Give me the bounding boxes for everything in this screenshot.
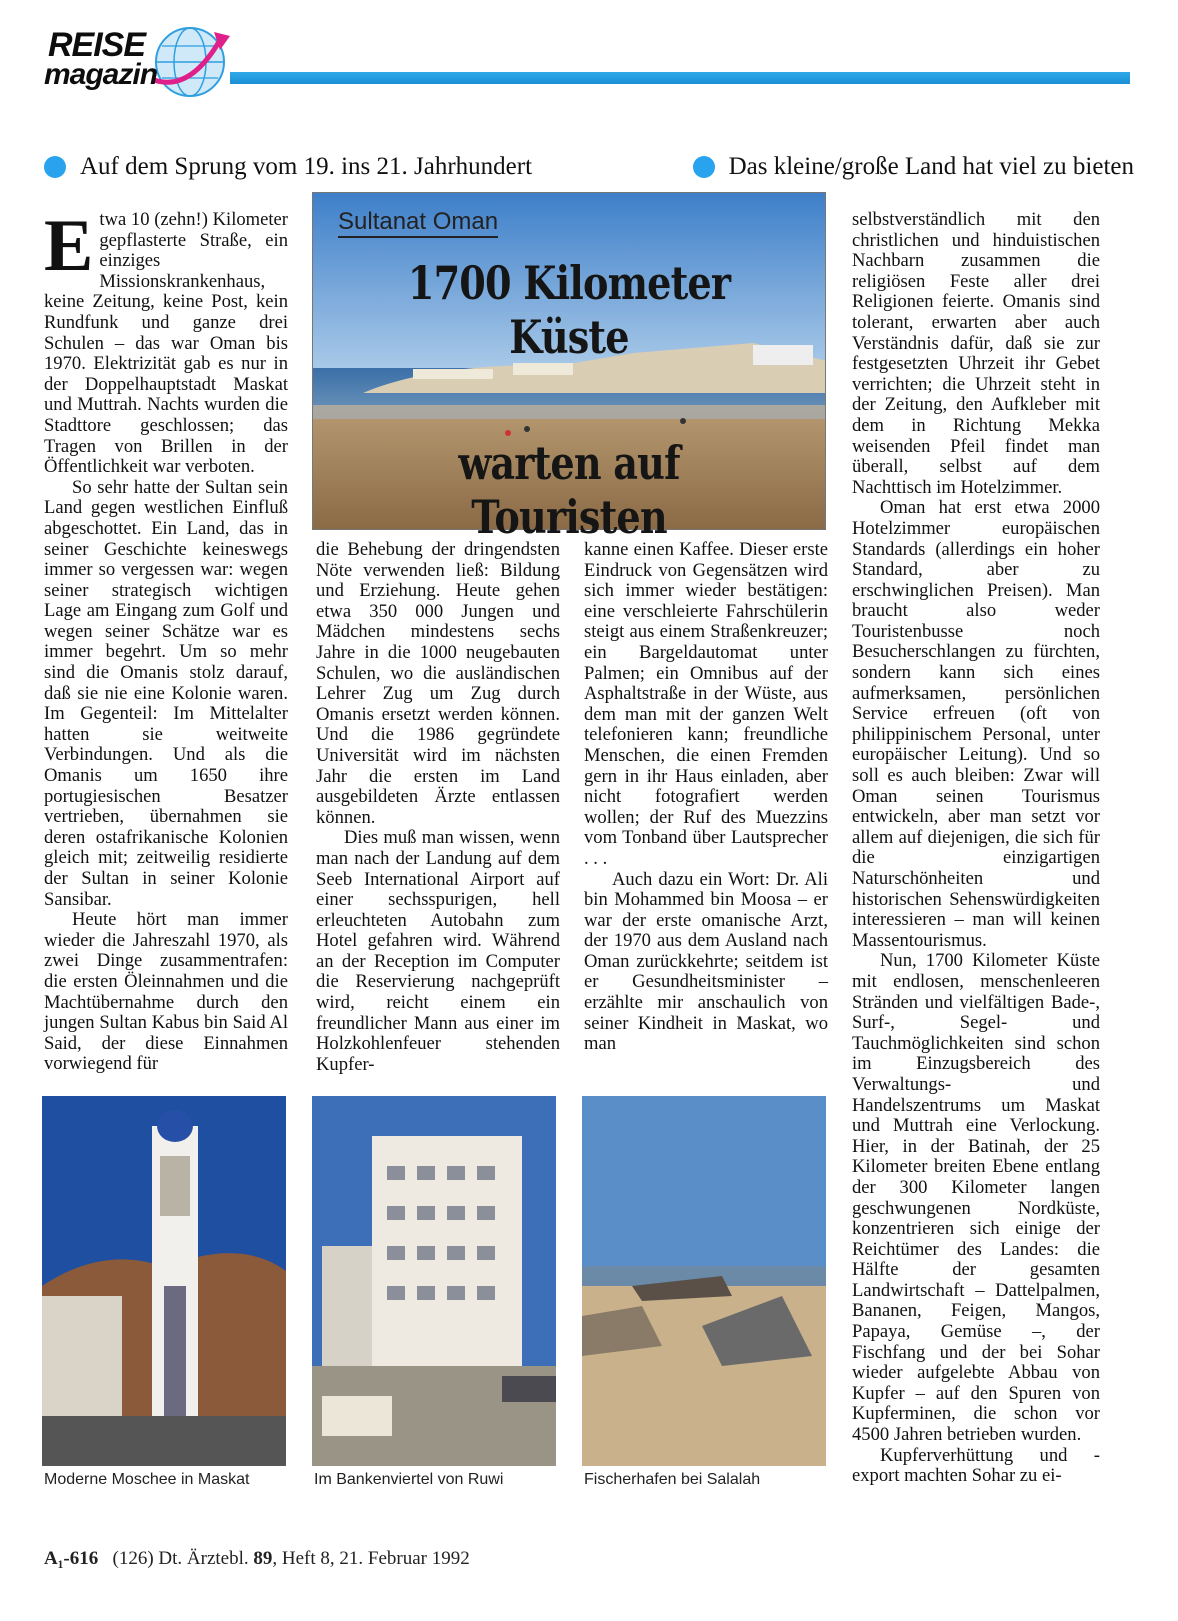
bullet-dot-icon [693, 156, 715, 178]
text-column-2 [316, 540, 560, 1075]
paragraph: Nun, 1700 Kilometer Küste mit endlosen, menschenleeren Stränden und vielfältigen Bade-, Surf-, Segel- und Tauchmöglichkeiten sind schon im Einzugsbereich des Verwaltungs- und Handelszentrums um Maskat und Muttrah eine Verlockung. Hier, in der Batinah, der 25 Kilometer breiten Ebene entlang der 300 Kilometer langen geschwungenen Nordküste, konzentrieren sich einige der Reichtümer des Landes: die Hälfte der gesamten Landwirtschaft – Dattelpalmen, Bananen, Feigen, Mangos, Papaya, Gemüse –, der Fischfang und der bei Sohar wieder aufgelebte Abbau von Kupfer – auf den Spuren von Kupferminen, die schon vor 4500 Jahren betrieben wurden. [852, 950, 1100, 1446]
photo-mosque [42, 1096, 286, 1466]
photo-fishing-harbor [582, 1096, 826, 1466]
paragraph: Heute hört man immer wieder die Jahreszahl 1970, als zwei Dinge zusammentrafen: die ersten Öleinnahmen und die Machtübernahme durch den jungen Sultan Kabus bin Said Al Said, der diese Einnahmen vorwiegend für [44, 909, 288, 1075]
page-number: A₁-616 [44, 1548, 99, 1569]
citation-prefix: (126) Dt. Ärztebl. [112, 1548, 249, 1569]
photo-caption-2: Im Bankenviertel von Ruwi [314, 1471, 504, 1488]
paragraph: Oman hat erst etwa 2000 Hotelzimmer europäischen Standards (allerdings ein hoher Standard, aber zu erschwinglichen Preisen). Man braucht also weder Touristenbusse noch Besucherschlangen zu fürchten, sondern kann sich eines aufmerksamen, persönlichen Service erfreuen (oft von philippinischem Personal, unter europäischer Leitung). Und so soll es auch bleiben: Zwar will Oman seinen Tourismus entwickeln, aber man setzt vor allem auf diejenigen, die sich für die einzigartigen Naturschönheiten und historischen Sehenswürdigkeiten interessieren – man will keinen Massentourismus. [852, 497, 1100, 951]
text-column-3 [584, 540, 828, 1055]
paragraph [44, 205, 288, 478]
text-column-4 [852, 210, 1100, 1487]
article-headline: 1700 Kilometer Küste [407, 256, 731, 364]
globe-logo-icon [150, 22, 230, 102]
paragraph: So sehr hatte der Sultan sein Land gegen westlichen Einfluß abgeschottet. Ein Land, das in seiner Geschichte keineswegs immer so vergessen war: wegen seiner strategisch wichtigen Lage am Eingang zum Golf und wegen seiner Schätze war es immer begehrt. Um so mehr sind die Omanis stolz darauf, daß sie nie eine Kolonie waren. Im Gegenteil: Im Mittelalter hatten sie weitweite Verbindungen. Und als die Omanis um 1650 ihre portugiesischen Besatzer vertrieben, übernahmen sie deren ostafrikanische Kolonien gleich mit; zeitweilig residierte der Sultan in seiner Kolonie Sansibar. [44, 476, 288, 910]
photo-caption-3: Fischerhafen bei Salalah [584, 1471, 761, 1488]
paragraph: selbstverständlich mit den christlichen und hinduistischen Nachbarn zusammen die religiösen Feste aller drei Religionen feierte. Omanis sind tolerant, erwarten aber auch Verständnis dafür, daß sie zur festgesetzten Uhrzeit ihr Gebet verrichten; die Uhrzeit steht in der Zeitung, den Aufkleber mit dem in Richtung Mekka weisenden Pfeil findet man überall, selbst auf dem Nachttisch im Hotelzimmer. [852, 209, 1100, 498]
paragraph: Kupferverhüttung und -export machten Sohar zu ei- [852, 1444, 1100, 1487]
paragraph-text: twa 10 (zehn!) Kilometer gepflasterte Straße, ein einziges Missionskrankenhaus, keine Zeitung, keine Post, kein Rundfunk und ganze drei Schulen – das war Oman bis 1970. Elektrizität gab es nur in der Doppelhauptstadt Maskat und Muttrah. Nachts wurden die Stadttore geschlossen; das Tragen von Brillen in der Öffentlichkeit war verboten. [44, 209, 288, 478]
logo-text-magazin: magazin [44, 58, 158, 91]
citation-volume: 89 [253, 1548, 273, 1569]
subtitle-right-text: Das kleine/große Land hat viel zu bieten [728, 153, 1134, 180]
drop-cap: E [44, 205, 94, 287]
header-accent-bar [230, 72, 1130, 84]
photo-bank-district [312, 1096, 556, 1466]
photo-caption-1: Moderne Moschee in Maskat [44, 1471, 250, 1488]
paragraph: Auch dazu ein Wort: Dr. Ali bin Mohammed bin Moosa – er war der erste omanische Arzt, der 1970 aus dem Ausland nach Oman zurückkehrte; seitdem ist er Gesundheitsminister – erzählte mir anschaulich von seiner Kindheit in Maskat, wo man [584, 868, 828, 1055]
paragraph: die Behebung der dringendsten Nöte verwenden ließ: Bildung und Erziehung. Heute gehen etwa 350 000 Jungen und Mädchen mindestens sechs Jahre in die 1000 neugebauten Schulen, wo die ausländischen Lehrer Zug um Zug durch Omanis ersetzt werden können. Und die 1986 gegründete Universität wird im nächsten Jahr die ersten im Land ausgebildeten Ärzte entlassen können. [316, 539, 560, 828]
subtitle-left-text: Auf dem Sprung vom 19. ins 21. Jahrhundert [80, 153, 533, 180]
paragraph: kanne einen Kaffee. Dieser erste Eindruck von Gegensätzen wird sich immer wieder bestätigen: eine verschleierte Fahrschülerin steigt aus einem Straßenkreuzer; ein Bargeldautomat unter Palmen; ein Omnibus auf der Asphaltstraße in der Wüste, aus dem man mit der ganzen Welt telefonieren kann; freundliche Menschen, die einen Fremden gern in ihr Haus einladen, aber nicht fotografiert werden wollen; der Ruf des Muezzins vom Tonband über Lautsprecher . . . [584, 539, 828, 869]
paragraph: Dies muß man wissen, wenn man nach der Landung auf dem Seeb International Airport auf einer sechsspurigen, hell erleuchteten Autobahn zum Hotel gefahren wird. Während an der Reception im Computer die Reservierung nachgeprüft wird, reicht einem ein freundlicher Mann aus einer im Holzkohlenfeuer stehenden Kupfer- [316, 827, 560, 1075]
subtitle-right [693, 153, 1134, 181]
text-column-1 [44, 205, 288, 1075]
citation-suffix: , Heft 8, 21. Februar 1992 [272, 1548, 470, 1569]
subtitle-line [44, 150, 1134, 184]
hero-tag: Sultanat Oman [338, 208, 498, 238]
page-footer [44, 1548, 470, 1570]
subtitle-left [44, 153, 532, 181]
article-headline-sub: warten auf Touristen [458, 436, 680, 544]
bullet-dot-icon [44, 156, 66, 178]
logo-text-reise: REISE [48, 26, 146, 64]
